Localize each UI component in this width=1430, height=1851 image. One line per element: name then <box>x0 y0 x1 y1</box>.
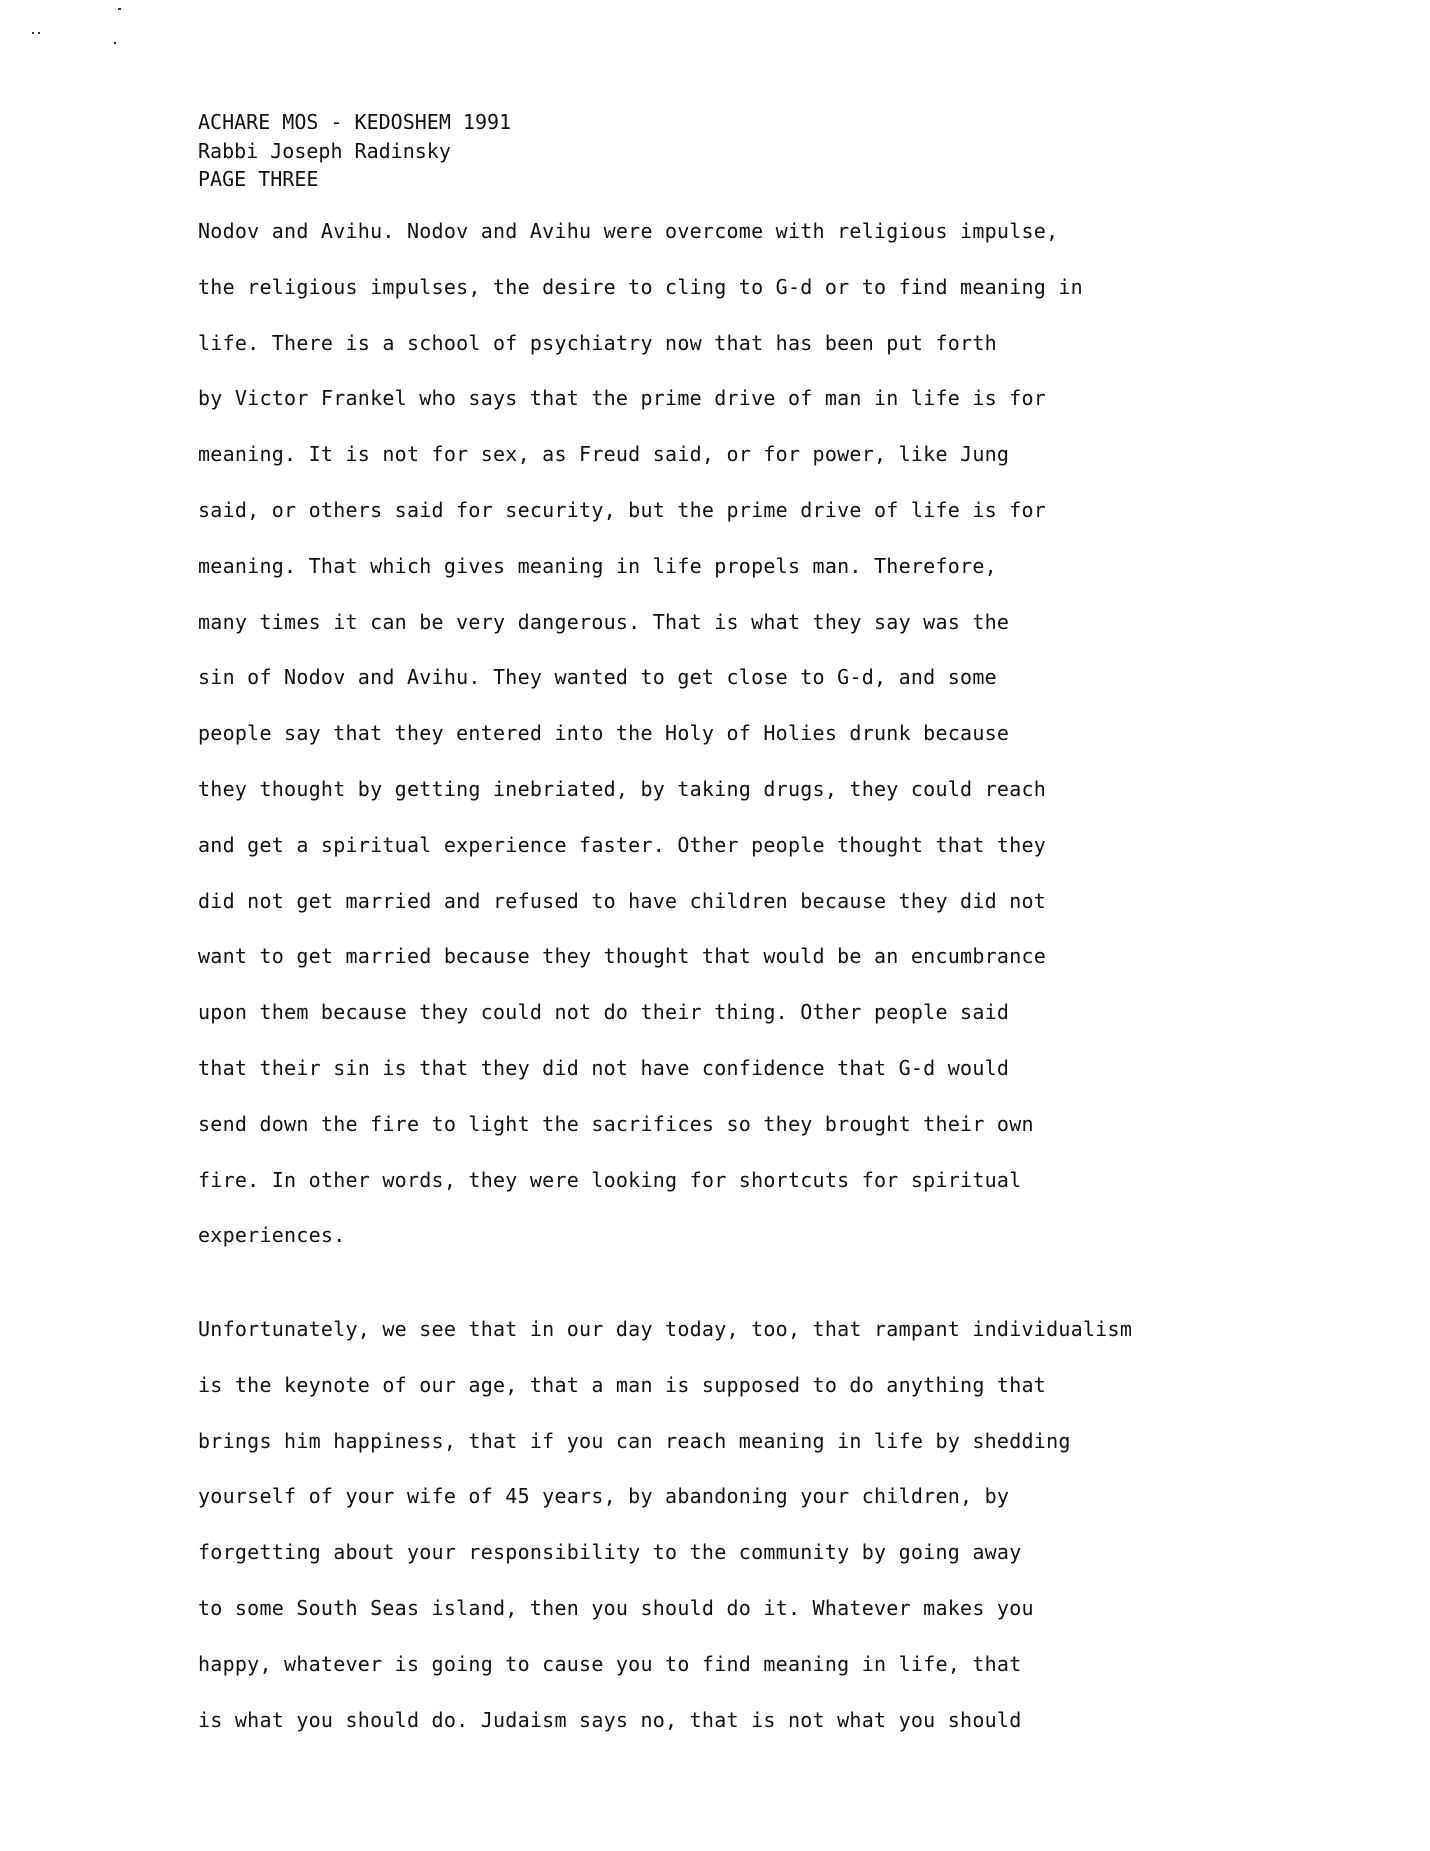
text-line: many times it can be very dangerous. That is what they say was the <box>198 609 1010 634</box>
text-line: meaning. It is not for sex, as Freud said, or for power, like Jung <box>198 442 1010 467</box>
text-line: experiences. <box>198 1223 346 1248</box>
text-line: to some South Seas island, then you should do it. Whatever makes you <box>198 1595 1034 1620</box>
paragraph <box>198 204 1083 1264</box>
header-page-number: PAGE THREE <box>198 167 319 191</box>
text-line: brings him happiness, that if you can reach meaning in life by shedding <box>198 1428 1071 1453</box>
text-line: that their sin is that they did not have confidence that G-d would <box>198 1055 1010 1080</box>
text-line: happy, whatever is going to cause you to find meaning in life, that <box>198 1651 1022 1676</box>
text-line: and get a spiritual experience faster. Other people thought that they <box>198 832 1047 857</box>
text-line: people say that they entered into the Holy of Holies drunk because <box>198 721 1010 746</box>
text-line: send down the fire to light the sacrifices so they brought their own <box>198 1111 1034 1136</box>
text-line: the religious impulses, the desire to cling to G-d or to find meaning in <box>198 274 1083 299</box>
scan-specks <box>30 8 130 48</box>
text-line: fire. In other words, they were looking for shortcuts for spiritual <box>198 1167 1022 1192</box>
text-line: upon them because they could not do their thing. Other people said <box>198 1000 1010 1025</box>
text-line: by Victor Frankel who says that the prime drive of man in life is for <box>198 386 1047 411</box>
text-line: is what you should do. Judaism says no, that is not what you should <box>198 1707 1022 1732</box>
text-line: is the keynote of our age, that a man is supposed to do anything that <box>198 1372 1047 1397</box>
text-line: meaning. That which gives meaning in life propels man. Therefore, <box>198 553 997 578</box>
paragraph <box>198 1302 1132 1748</box>
document-header <box>198 108 511 194</box>
text-line: want to get married because they thought that would be an encumbrance <box>198 944 1047 969</box>
text-line: forgetting about your responsibility to the community by going away <box>198 1540 1022 1565</box>
text-line: life. There is a school of psychiatry now that has been put forth <box>198 330 997 355</box>
text-line: said, or others said for security, but the prime drive of life is for <box>198 497 1047 522</box>
header-author: Rabbi Joseph Radinsky <box>198 138 451 163</box>
text-line: did not get married and refused to have children because they did not <box>198 888 1047 913</box>
header-title: ACHARE MOS - KEDOSHEM 1991 <box>198 110 512 134</box>
text-line: Unfortunately, we see that in our day today, too, that rampant individualism <box>198 1317 1133 1341</box>
text-line: yourself of your wife of 45 years, by abandoning your children, by <box>198 1484 1010 1509</box>
text-line: Nodov and Avihu. Nodov and Avihu were overcome with religious impulse, <box>198 219 1059 243</box>
text-line: sin of Nodov and Avihu. They wanted to get close to G-d, and some <box>198 665 997 690</box>
text-line: they thought by getting inebriated, by taking drugs, they could reach <box>198 776 1047 801</box>
